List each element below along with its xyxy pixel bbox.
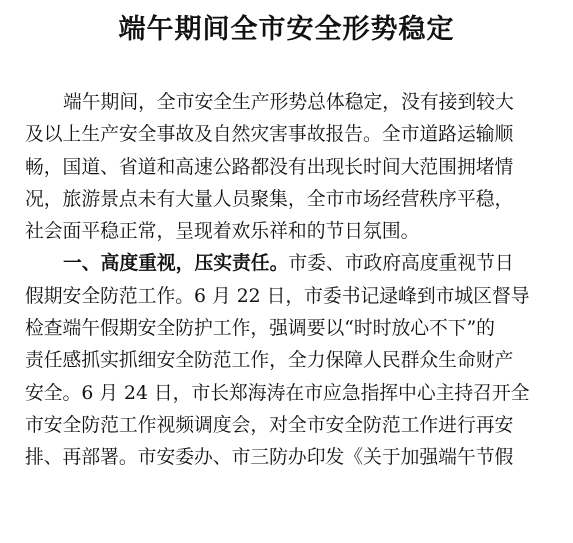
- paragraph-line: 畅，国道、省道和高速公路都没有出现长时间大范围拥堵情: [25, 156, 514, 178]
- paragraph-line: 安全。6 月 24 日，市长郑海涛在市应急指挥中心主持召开全: [25, 382, 530, 404]
- document-title: 端午期间全市安全形势稳定: [118, 14, 455, 45]
- paragraph-first-line: [25, 248, 551, 280]
- section-heading: 一、高度重视，压实责任。: [63, 253, 289, 275]
- paragraph-line: 社会面平稳正常，呈现着欢乐祥和的节日氛围。: [25, 221, 420, 243]
- paragraph-line: 市安全防范工作视频调度会，对全市安全防范工作进行再安: [25, 414, 514, 436]
- paragraph-section-one: [25, 248, 551, 474]
- paragraph-summary: [25, 87, 551, 248]
- paragraph-line: 及以上生产安全事故及自然灾害事故报告。全市道路运输顺: [25, 124, 514, 146]
- paragraph-line: 检查端午假期安全防护工作，强调要以“时时放心不下”的: [25, 318, 495, 340]
- paragraph-line: 责任感抓实抓细安全防范工作，全力保障人民群众生命财产: [25, 350, 514, 372]
- document-body: [25, 87, 551, 475]
- paragraph-line: 端午期间，全市安全生产形势总体稳定，没有接到较大: [63, 92, 514, 113]
- paragraph-line: 排、再部署。市安委办、市三防办印发《关于加强端午节假: [25, 447, 514, 469]
- paragraph-line: 假期安全防范工作。6 月 22 日，市委书记逯峰到市城区督导: [25, 285, 530, 307]
- paragraph-line-rest: 市委、市政府高度重视节日: [288, 253, 514, 275]
- paragraph-line: 况，旅游景点未有大量人员聚集，全市市场经营秩序平稳，: [25, 188, 514, 210]
